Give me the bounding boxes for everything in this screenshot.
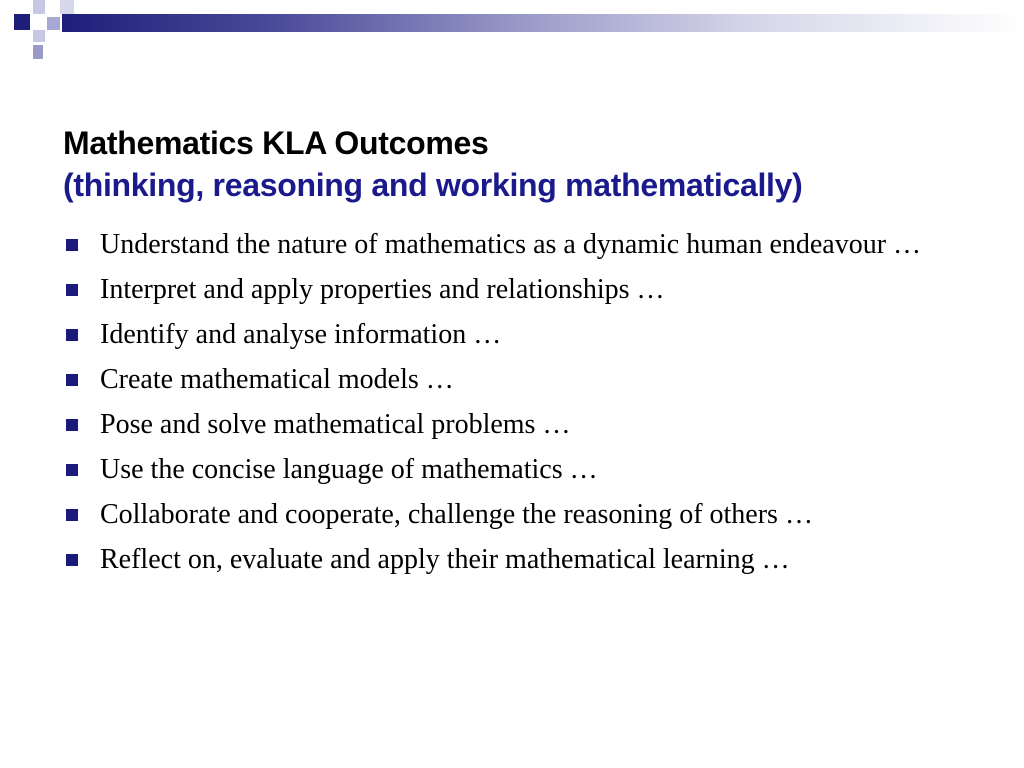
bullet-text: Use the concise language of mathematics … <box>100 454 598 485</box>
square-bullet-icon <box>66 329 78 341</box>
decorative-square <box>33 0 45 14</box>
decorative-square <box>14 14 30 30</box>
bullet-text: Understand the nature of mathematics as a dynamic human endeavour … <box>100 229 922 260</box>
square-bullet-icon <box>66 239 78 251</box>
square-bullet-icon <box>66 464 78 476</box>
header-gradient-bar <box>62 14 1024 32</box>
bullet-text: Interpret and apply properties and relationships … <box>100 274 665 305</box>
square-bullet-icon <box>66 509 78 521</box>
square-bullet-icon <box>66 419 78 431</box>
bullet-item <box>63 271 983 308</box>
bullet-item <box>63 451 983 488</box>
bullet-text: Collaborate and cooperate, challenge the reasoning of others … <box>100 499 813 530</box>
square-bullet-icon <box>66 284 78 296</box>
bullet-item <box>63 361 983 398</box>
decorative-square <box>33 30 45 42</box>
square-bullet-icon <box>66 374 78 386</box>
bullet-text: Create mathematical models … <box>100 364 454 395</box>
slide-title: Mathematics KLA Outcomes <box>63 125 489 161</box>
decorative-square <box>33 45 43 59</box>
square-bullet-icon <box>66 554 78 566</box>
bullet-item <box>63 541 983 578</box>
slide-header-decoration <box>0 0 1024 64</box>
bullet-item <box>63 316 983 353</box>
bullet-list <box>63 226 983 586</box>
bullet-item <box>63 406 983 443</box>
bullet-text: Identify and analyse information … <box>100 319 502 350</box>
slide-subtitle: (thinking, reasoning and working mathematically) <box>63 167 803 203</box>
bullet-text: Reflect on, evaluate and apply their mathematical learning … <box>100 544 790 575</box>
bullet-item <box>63 226 983 263</box>
decorative-square <box>60 0 74 14</box>
bullet-text: Pose and solve mathematical problems … <box>100 409 571 440</box>
bullet-item <box>63 496 983 533</box>
decorative-square <box>47 17 60 30</box>
